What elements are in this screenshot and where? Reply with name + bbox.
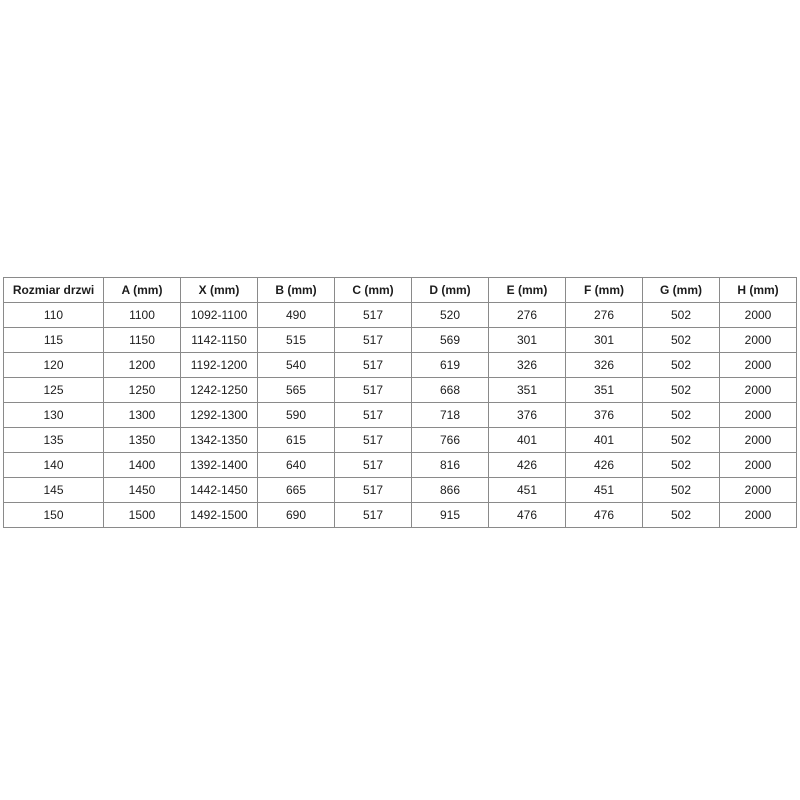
table-cell: 517 — [335, 353, 412, 378]
table-cell: 517 — [335, 503, 412, 528]
table-cell: 135 — [4, 428, 104, 453]
table-cell: 517 — [335, 328, 412, 353]
table-cell: 1492-1500 — [181, 503, 258, 528]
table-cell: 376 — [566, 403, 643, 428]
table-cell: 2000 — [720, 403, 797, 428]
table-cell: 915 — [412, 503, 489, 528]
table-cell: 140 — [4, 453, 104, 478]
table-cell: 2000 — [720, 353, 797, 378]
table-cell: 569 — [412, 328, 489, 353]
table-cell: 1450 — [104, 478, 181, 503]
table-body — [4, 303, 797, 528]
table-cell: 615 — [258, 428, 335, 453]
table-cell: 517 — [335, 303, 412, 328]
table-cell: 1200 — [104, 353, 181, 378]
table-cell: 426 — [489, 453, 566, 478]
table-cell: 816 — [412, 453, 489, 478]
table-cell: 376 — [489, 403, 566, 428]
table-cell: 426 — [566, 453, 643, 478]
table-cell: 401 — [566, 428, 643, 453]
table-cell: 276 — [489, 303, 566, 328]
table-cell: 451 — [566, 478, 643, 503]
table-cell: 490 — [258, 303, 335, 328]
table-cell: 115 — [4, 328, 104, 353]
table-cell: 565 — [258, 378, 335, 403]
table-cell: 866 — [412, 478, 489, 503]
table-cell: 110 — [4, 303, 104, 328]
table-cell: 145 — [4, 478, 104, 503]
table-row — [4, 428, 797, 453]
table-cell: 517 — [335, 428, 412, 453]
table-cell: 1100 — [104, 303, 181, 328]
table-cell: 766 — [412, 428, 489, 453]
table-cell: 517 — [335, 478, 412, 503]
table-cell: 1350 — [104, 428, 181, 453]
table-cell: 476 — [489, 503, 566, 528]
table-cell: 351 — [566, 378, 643, 403]
table-cell: 2000 — [720, 503, 797, 528]
table-cell: 1192-1200 — [181, 353, 258, 378]
table-row — [4, 328, 797, 353]
table-cell: 502 — [643, 328, 720, 353]
table-cell: 125 — [4, 378, 104, 403]
table-cell: 502 — [643, 478, 720, 503]
table-cell: 1150 — [104, 328, 181, 353]
table-cell: 2000 — [720, 453, 797, 478]
table-cell: 2000 — [720, 428, 797, 453]
table-row — [4, 503, 797, 528]
table-cell: 718 — [412, 403, 489, 428]
table-cell: 619 — [412, 353, 489, 378]
door-dimensions-table — [3, 277, 797, 528]
table-header-row — [4, 278, 797, 303]
table-cell: 1092-1100 — [181, 303, 258, 328]
table-cell: 120 — [4, 353, 104, 378]
table-cell: 150 — [4, 503, 104, 528]
table-row — [4, 453, 797, 478]
column-header: D (mm) — [412, 278, 489, 303]
table-cell: 276 — [566, 303, 643, 328]
table-cell: 351 — [489, 378, 566, 403]
column-header: Rozmiar drzwi — [4, 278, 104, 303]
table-row — [4, 478, 797, 503]
table-cell: 1292-1300 — [181, 403, 258, 428]
table-cell: 690 — [258, 503, 335, 528]
table-cell: 502 — [643, 428, 720, 453]
table-cell: 1392-1400 — [181, 453, 258, 478]
table-cell: 401 — [489, 428, 566, 453]
table-cell: 2000 — [720, 328, 797, 353]
table-row — [4, 353, 797, 378]
table-cell: 1142-1150 — [181, 328, 258, 353]
table-cell: 326 — [566, 353, 643, 378]
table-cell: 540 — [258, 353, 335, 378]
table-row — [4, 303, 797, 328]
column-header: A (mm) — [104, 278, 181, 303]
table-row — [4, 378, 797, 403]
table-row — [4, 403, 797, 428]
table-cell: 517 — [335, 453, 412, 478]
table-cell: 502 — [643, 453, 720, 478]
table-cell: 515 — [258, 328, 335, 353]
column-header: F (mm) — [566, 278, 643, 303]
table-cell: 1250 — [104, 378, 181, 403]
column-header: G (mm) — [643, 278, 720, 303]
table-cell: 1242-1250 — [181, 378, 258, 403]
table-cell: 301 — [566, 328, 643, 353]
table-cell: 2000 — [720, 378, 797, 403]
table-cell: 520 — [412, 303, 489, 328]
table-cell: 326 — [489, 353, 566, 378]
table-cell: 1442-1450 — [181, 478, 258, 503]
table-cell: 640 — [258, 453, 335, 478]
column-header: C (mm) — [335, 278, 412, 303]
table-cell: 1500 — [104, 503, 181, 528]
table-cell: 451 — [489, 478, 566, 503]
column-header: B (mm) — [258, 278, 335, 303]
table-cell: 476 — [566, 503, 643, 528]
table-cell: 517 — [335, 403, 412, 428]
table-cell: 502 — [643, 353, 720, 378]
table-cell: 502 — [643, 378, 720, 403]
table-cell: 517 — [335, 378, 412, 403]
table-cell: 1342-1350 — [181, 428, 258, 453]
table-cell: 2000 — [720, 478, 797, 503]
table-cell: 590 — [258, 403, 335, 428]
table-cell: 665 — [258, 478, 335, 503]
column-header: E (mm) — [489, 278, 566, 303]
table-cell: 301 — [489, 328, 566, 353]
table-cell: 502 — [643, 303, 720, 328]
table-cell: 502 — [643, 403, 720, 428]
table-cell: 668 — [412, 378, 489, 403]
table-cell: 502 — [643, 503, 720, 528]
table-cell: 1300 — [104, 403, 181, 428]
table-cell: 2000 — [720, 303, 797, 328]
table-cell: 1400 — [104, 453, 181, 478]
column-header: X (mm) — [181, 278, 258, 303]
column-header: H (mm) — [720, 278, 797, 303]
table-cell: 130 — [4, 403, 104, 428]
